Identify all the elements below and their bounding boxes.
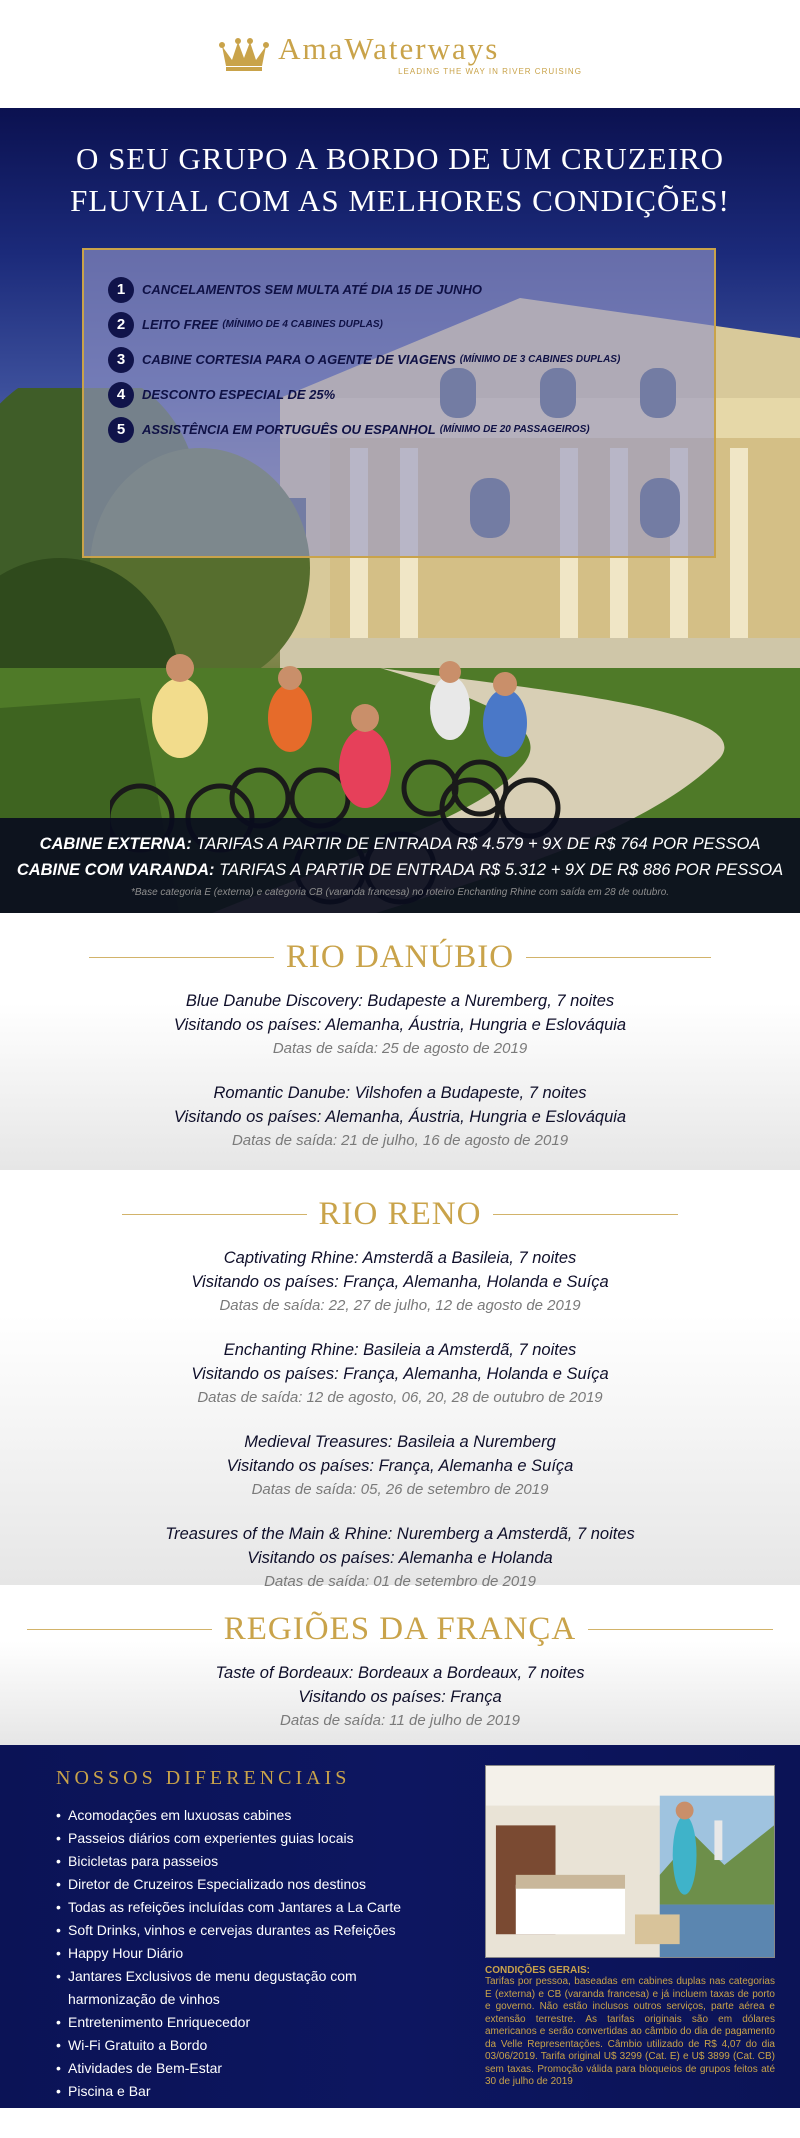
section-rhine [0, 1170, 800, 1590]
benefit-item [108, 272, 694, 307]
cruise-countries: Visitando os países: França, Alemanha e Suíça [226, 1457, 574, 1475]
section-heading [0, 1192, 800, 1236]
benefit-text: CABINE CORTESIA PARA O AGENTE DE VIAGENS [142, 352, 456, 367]
cruise-name: Romantic Danube: Vilshofen a Budapeste, 7 noites [213, 1084, 587, 1102]
cruise-item[interactable] [0, 1661, 800, 1733]
benefit-text: CANCELAMENTOS SEM MULTA ATÉ DIA 15 DE JUNHO [142, 282, 482, 297]
cruise-dates: Datas de saída: 12 de agosto, 06, 20, 28 de outubro de 2019 [197, 1389, 603, 1406]
section-title: RIO RENO [318, 1195, 482, 1232]
cruise-item[interactable] [0, 1522, 800, 1594]
list-item: • Diretor de Cruzeiros Especializado nos destinos [56, 1873, 800, 1896]
section-heading [0, 1607, 800, 1651]
crown-icon [218, 36, 270, 72]
benefit-number: 1 [108, 277, 134, 303]
list-item: • Jantares Exclusivos de menu degustação com harmonização de vinhos [56, 1965, 386, 2011]
list-item: • Passeios diários com experientes guias locais [56, 1827, 800, 1850]
brand-name: AmaWaterways [278, 30, 500, 66]
section-danube [0, 913, 800, 1170]
benefit-number: 2 [108, 312, 134, 338]
benefit-note: (MÍNIMO DE 4 CABINES DUPLAS) [222, 319, 383, 330]
benefit-text: LEITO FREE [142, 317, 219, 332]
cruise-item[interactable] [0, 1246, 800, 1318]
header [0, 0, 800, 108]
cruise-name: Enchanting Rhine: Basileia a Amsterdã, 7 noites [223, 1341, 577, 1359]
hero-title-line1: O SEU GRUPO A BORDO DE UM CRUZEIRO [75, 141, 725, 176]
cruise-dates: Datas de saída: 05, 26 de setembro de 2019 [251, 1481, 549, 1498]
list-item: • Soft Drinks, vinhos e cervejas durantes as Refeições [56, 1919, 800, 1942]
benefit-number: 5 [108, 417, 134, 443]
divider [89, 957, 274, 958]
benefit-number: 3 [108, 347, 134, 373]
cruise-countries: Visitando os países: França [298, 1688, 502, 1706]
list-item: • Happy Hour Diário [56, 1942, 800, 1965]
benefit-text: ASSISTÊNCIA EM PORTUGUÊS OU ESPANHOL [142, 422, 436, 437]
price-external-label: CABINE EXTERNA: [39, 835, 192, 853]
divider [526, 957, 711, 958]
benefit-item [108, 412, 694, 447]
price-bar [0, 818, 800, 913]
price-external [0, 831, 800, 857]
cruise-dates: Datas de saída: 01 de setembro de 2019 [264, 1573, 536, 1590]
divider [493, 1214, 678, 1215]
cruise-dates: Datas de saída: 21 de julho, 16 de agosto de 2019 [231, 1132, 569, 1149]
amawaterways-logo[interactable] [218, 30, 582, 76]
cruise-item[interactable] [0, 1430, 800, 1502]
cruise-countries: Visitando os países: Alemanha, Áustria, Hungria e Eslováquia [173, 1108, 627, 1126]
list-item: • Acomodações em luxuosas cabines [56, 1804, 800, 1827]
cruise-item[interactable] [0, 1338, 800, 1410]
cruise-countries: Visitando os países: França, Alemanha, Holanda e Suíça [191, 1365, 609, 1383]
list-item: • Bicicletas para passeios [56, 1850, 800, 1873]
cruise-dates: Datas de saída: 11 de julho de 2019 [280, 1712, 520, 1729]
price-balcony-label: CABINE COM VARANDA: [16, 861, 215, 879]
benefit-number: 4 [108, 382, 134, 408]
list-item: • Wi-Fi Gratuito a Bordo [56, 2034, 800, 2057]
cabin-photo [485, 1765, 775, 1958]
benefit-text: DESCONTO ESPECIAL DE 25% [142, 387, 336, 402]
cruise-item[interactable] [0, 1081, 800, 1153]
cruise-name: Treasures of the Main & Rhine: Nuremberg a Amsterdã, 7 noites [165, 1525, 635, 1543]
cruise-name: Medieval Treasures: Basileia a Nuremberg [244, 1433, 556, 1451]
hero-banner [0, 108, 800, 913]
divider [588, 1629, 773, 1630]
hero-title [0, 138, 800, 222]
list-item: • Atividades de Bem-Estar [56, 2057, 800, 2080]
section-title: RIO DANÚBIO [285, 938, 515, 975]
benefits-box [82, 248, 716, 558]
cruise-countries: Visitando os países: Alemanha, Áustria, Hungria e Eslováquia [173, 1016, 627, 1034]
section-heading [0, 935, 800, 979]
list-item: • Piscina e Bar [56, 2080, 800, 2103]
benefit-item [108, 307, 694, 342]
list-item: • Entretenimento Enriquecedor [56, 2011, 800, 2034]
conditions-title: CONDIÇÕES GERAIS: [485, 1965, 591, 1976]
conditions-text: Tarifas por pessoa, baseadas em cabines duplas nas categorias E (externa) e CB (varanda francesa) e já incluem taxas de porto e governo. Não estão inclusos outros serviços, parte aérea e extensão terrestre. As tarifas originais são em dólares americanos e serão convertidas ao câmbio do dia de pagamento da Velle Representações. Câmbio utilizado de R$ 4,07 do dia 03/06/2019. Tarifa original U$ 3299 (Cat. E) e U$ 3899 (Cat. CB) sem taxas. Promoção válida para bloqueios de grupos feitos até 30 de julho de 2019 [485, 1976, 775, 2087]
benefit-note: (MÍNIMO DE 20 PASSAGEIROS) [439, 424, 590, 435]
benefit-note: (MÍNIMO DE 3 CABINES DUPLAS) [459, 354, 621, 365]
price-balcony [0, 857, 800, 883]
benefit-item [108, 342, 694, 377]
cruise-dates: Datas de saída: 25 de agosto de 2019 [272, 1040, 528, 1057]
section-title: REGIÕES DA FRANÇA [223, 1610, 577, 1647]
divider [27, 1629, 212, 1630]
hero-title-line2: FLUVIAL COM AS MELHORES CONDIÇÕES! [70, 183, 730, 218]
cruise-countries: Visitando os países: Alemanha e Holanda [247, 1549, 553, 1567]
brand-tagline: LEADING THE WAY IN RIVER CRUISING [398, 66, 582, 76]
cruise-item[interactable] [0, 989, 800, 1061]
differentials-title: NOSSOS DIFERENCIAIS [56, 1767, 351, 1789]
cruise-name: Captivating Rhine: Amsterdã a Basileia, 7 noites [223, 1249, 577, 1267]
footer-differentials [0, 1745, 800, 2108]
list-item: • Todas as refeições incluídas com Jantares a La Carte [56, 1896, 800, 1919]
price-balcony-text: TARIFAS A PARTIR DE ENTRADA R$ 5.312 + 9X DE R$ 886 POR PESSOA [214, 861, 784, 879]
general-conditions [485, 1965, 775, 2089]
cruise-name: Taste of Bordeaux: Bordeaux a Bordeaux, 7 noites [215, 1664, 585, 1682]
cruise-dates: Datas de saída: 22, 27 de julho, 12 de agosto de 2019 [219, 1297, 581, 1314]
divider [122, 1214, 307, 1215]
price-external-text: TARIFAS A PARTIR DE ENTRADA R$ 4.579 + 9X DE R$ 764 POR PESSOA [191, 835, 761, 853]
section-france [0, 1585, 800, 1745]
cruise-countries: Visitando os países: França, Alemanha, Holanda e Suíça [191, 1273, 609, 1291]
price-footnote: *Base categoria E (externa) e categoria CB (varanda francesa) no roteiro Enchanting Rhine com saída em 28 de outubro. [130, 887, 670, 898]
benefit-item [108, 377, 694, 412]
cruise-name: Blue Danube Discovery: Budapeste a Nuremberg, 7 noites [185, 992, 615, 1010]
